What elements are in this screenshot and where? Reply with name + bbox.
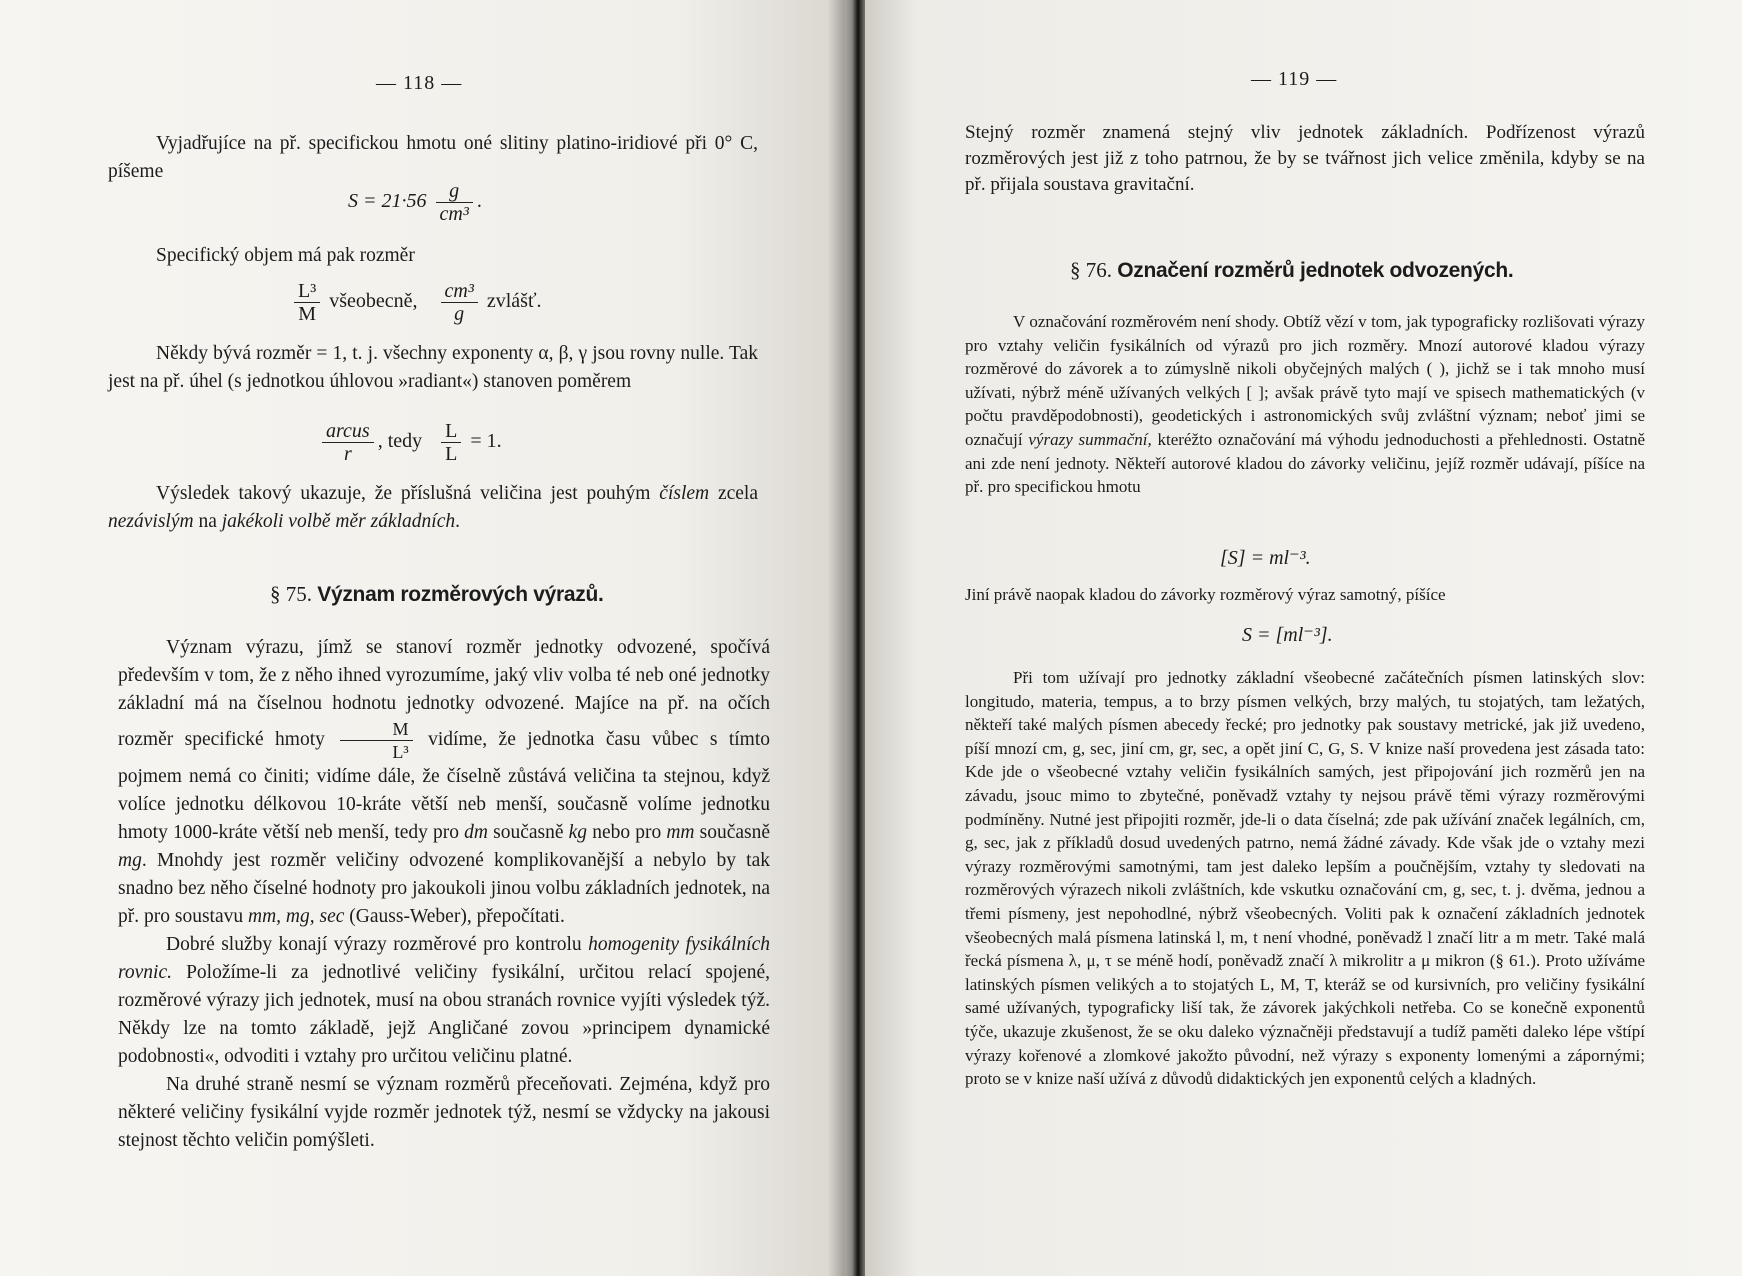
page-number-118: — 118 — (376, 72, 463, 94)
section-76-paragraph-1 (965, 310, 1645, 499)
result-lead: Výsledek takový ukazuje, že příslušná veličina jest pouhým (156, 483, 651, 504)
result-emphasis-number: číslem (659, 483, 710, 504)
dimensionless-paragraph (108, 340, 758, 396)
r-eq1: [S] = ml⁻³. (1220, 547, 1311, 569)
p1-fraction-numerator: M (340, 718, 412, 741)
p1-part-e: současně (699, 822, 771, 843)
right-intro-text: Stejný rozměr znamená stejný vliv jednotek základních. Podřízenost výrazů rozměrových jest již z toho patrnou, že by se tvářnost jich velice změnila, kdyby se na př. přijala soustava gravitační. (965, 122, 1645, 195)
section-75-paragraph-1 (118, 634, 770, 931)
p2-part-a: Dobré služby konají výrazy rozměrové pro kontrolu (166, 934, 582, 955)
result-emphasis-choice: jakékoli volbě měr základních (221, 511, 456, 532)
equation-radian (318, 420, 502, 465)
equation-bracket-quantity (1220, 545, 1311, 570)
p1-part-f: . Mnohdy jest rozměr veličiny odvozené komplikovanější a nebylo by tak snadno bez něho číselné hodnoty pro jakoukoli jinou volbu základních jednotek, na př. pro soustavu (118, 850, 770, 927)
eq1-denominator: cm³ (439, 203, 469, 225)
unit-mg: mg (118, 850, 142, 871)
section-76-paragraph-3 (965, 666, 1645, 1091)
spec-volume-text: Specifický objem má pak rozměr (156, 245, 415, 266)
p2-emphasis: homogenity fysikálních rovnic. (118, 934, 771, 983)
eq2-middle: všeobecně, (329, 290, 418, 313)
p1-fraction-denominator: L³ (392, 742, 409, 762)
section-76-title: Označení rozměrů jednotek odvozených. (1117, 259, 1514, 282)
eq1-tail: . (476, 190, 482, 213)
page-number-119: — 119 — (1251, 68, 1338, 90)
p2-part-b: Položíme-li za jednotlivé veličiny fysikální, určitou relací spojené, rozměrové výrazy jich jednotek, musí na obou stranách rovnice vyjíti výsledek týž. Někdy lze na tomto základě, jejž Angličané zovou »principem dynamické podobnosti«, odvoditi i vztahy pro určitou veličinu platné. (118, 962, 770, 1067)
eq1-lhs: S = 21·56 (348, 190, 427, 213)
eq3-tail: = 1. (470, 430, 502, 453)
intro-paragraph (108, 130, 758, 186)
result-mid: zcela (717, 483, 758, 504)
section-76-paragraph-1-text (965, 310, 1645, 499)
eq1-numerator: g (436, 180, 473, 203)
p1-part-b: vidíme, že jednotka času vůbec s tímto pojmem nemá co činiti; vidíme dále, že číselně zůstává veličina ta stejnou, když volíce jednotku délkovou 10-kráte větší neb menší, současně volíme jednotku hmoty 1000-kráte větší neb menší, tedy pro (118, 728, 771, 843)
unit-dm: dm (464, 822, 488, 843)
eq2-numerator-2: cm³ (441, 280, 478, 303)
section-76-number: § 76. (1070, 258, 1112, 282)
section-75-body (118, 634, 770, 1155)
equation-density (348, 180, 482, 225)
r-p1-emphasis: výrazy summační, (1028, 429, 1152, 449)
unit-mm: mm (666, 822, 695, 843)
unit-system-mm-mg-sec: mm, mg, sec (248, 906, 345, 927)
left-page (0, 0, 845, 1276)
eq3-denominator-1: r (343, 443, 352, 465)
eq3-fraction-2 (441, 420, 461, 465)
eq2-denominator-1: M (298, 303, 316, 325)
p1-part-d: nebo pro (592, 822, 662, 843)
equation-bracket-dimension (1242, 622, 1333, 647)
eq2-denominator-2: g (454, 303, 465, 325)
intro-text: Vyjadřujíce na př. specifickou hmotu oné slitiny platino-iridiové při 0° C, píšeme (108, 133, 758, 182)
section-75-heading (270, 582, 604, 607)
result-emphasis-independent: nezávislým (108, 511, 194, 532)
r-eq2: S = [ml⁻³]. (1242, 624, 1333, 646)
section-75-paragraph-2 (118, 931, 770, 1071)
eq2-tail: zvlášť. (486, 290, 542, 313)
p1-part-c: současně (493, 822, 564, 843)
section-76-heading (1070, 258, 1513, 283)
eq2-fraction-1 (294, 280, 320, 325)
eq3-middle: , tedy (377, 430, 423, 453)
section-75-paragraph-3: Na druhé straně nesmí se význam rozměrů přeceňovati. Zejména, když pro některé veličiny fysikální vyjde rozměr jednotek týž, nesmí se vždycky na jakousi stejnost těchto veličin pomýšleti. (118, 1074, 770, 1151)
eq3-numerator-2: L (441, 420, 461, 443)
equation-volume (290, 280, 541, 325)
r-p1-part-a: V označování rozměrovém není shody. Obtíž vězí v tom, jak typograficky rozlišovati výrazy pro vztahy veličin fysikálních od výrazů pro jich rozměry. Mnozí autorové kladou výrazy rozměrové do závorek a to zúmyslně nikoli obyčejných malých ( ), jichž se i tak mnoho musí užívati, nýbrž méně užívaných velkých [ ]; avšak právě tyto mají ve spisech mathematických (v počtu pravděpodobnosti), geodetických i astronomických svůj zvláštní význam; neboť jimi se označují (965, 312, 1645, 449)
section-75-title: Význam rozměrových výrazů. (317, 583, 604, 606)
eq1-fraction (436, 180, 473, 225)
eq3-fraction-1 (322, 420, 374, 465)
eq2-fraction-2 (441, 280, 478, 325)
result-text: Výsledek takový ukazuje, že příslušná veličina jest pouhým číslem zcela nezávislým na jakékoli volbě měr základních. (108, 483, 758, 532)
section-75-number: § 75. (270, 582, 312, 606)
r-p1-part-b: kteréžto označování má výhodu jednoduchosti a přehlednosti. Ostatně ani zde není jednoty. Někteří autorové kladou do závorky veličinu, jejíž rozměr udávají, píšíce na př. pro specifickou hmotu (965, 429, 1646, 497)
eq3-denominator-2: L (445, 443, 458, 465)
section-76-paragraph-3-text: Při tom užívají pro jednotky základní všeobecné začátečních písmen latinských slov: longitudo, materia, tempus, a to brzy písmen velkých, brzy malých, tu stojatých, tam ležatých, někteří také malých písmen abecedy řecké; pro jednotky pak soustavy metrické, jak již uvedeno, píší mnozí cm, g, sec, jiní cm, gr, sec, a opět jiní C, G, S. V knize naší provedena jest zásada tato: Kde jde o všeobecné vztahy veličin fysikálních samých, jest připojování jich rozměrů jen na závadu, jsouc mimo to zbytečné, poněvadž vztahy ty nejsou právě těmi výrazy rozměrovými podmíněny. Nutné jest připojiti rozměr, jde-li o data číselná; zde pak užívání značek legálních, cm, g, sec, jak z příkladů dosud uvedených patrno, nemá žádné závady. Kde však jde o vztahy mezi výrazy rozměrovými samotnými, tam jest daleko lepším a poučnějším, vztahy ty sledovati na rozměrových výrazech nikoli zvláštních, kde vskutku označování cm, g, sec, t. j. dvěma, jednou a třemi písmeny, jest nepohodlné, nýbrž všeobecných. Voliti pak k označení základních jednotek všeobecných malá písmena latinská l, m, t není vhodné, poněvadž l značí litr a m metr. Také malá řecká písmena λ, μ, τ se méně hodí, poněvadž značí λ mikrolitr a μ mikron (§ 61.). Proto užíváme latinských písmen velikých a to stojatých L, M, T, kteráž se od kursivních, pro veličiny fysikální samé užívaných, typograficky liší tak, že závorek jakýchkoli netřeba. Co se konečně exponentů týče, ukazuje zkušenost, že se oku daleko význačněji představují a tudíž paměti daleko lépe vštípí výrazy kořenové a zlomkové jakožto původní, než výrazy s exponenty lomenými a zápornými; proto se v knize naší užívá z důvodů didaktických jen exponentů celých a kladných. (965, 668, 1645, 1089)
dimensionless-text: Někdy bývá rozměr = 1, t. j. všechny exponenty α, β, γ jsou rovny nulle. Tak jest na př. úhel (s jednotkou úhlovou »radiant«) stanoven poměrem (108, 343, 758, 392)
p1-part-a: Význam výrazu, jímž se stanoví rozměr jednotky odvozené, spočívá především v tom, že z něho ihned vyrozumíme, jaký vliv volba té neb oné jednotky základní má na číselnou hodnotu jednotky odvozené. Majíce na př. na očích rozměr specifické hmoty (118, 637, 770, 750)
p1-part-g: (Gauss-Weber), přepočítati. (349, 906, 565, 927)
unit-kg: kg (568, 822, 588, 843)
result-mid2: na (198, 511, 217, 532)
section-76-paragraph-2-text: Jiní právě naopak kladou do závorky rozměrový výraz samotný, píšíce (965, 585, 1446, 604)
eq2-numerator-1: L³ (294, 280, 320, 303)
section-76-paragraph-2 (965, 583, 1645, 607)
eq3-numerator-1: arcus (322, 420, 374, 443)
p1-fraction (340, 718, 412, 763)
spec-volume-line (108, 242, 758, 270)
right-intro-paragraph (965, 120, 1645, 198)
result-paragraph (108, 480, 758, 536)
right-page (865, 0, 1742, 1276)
